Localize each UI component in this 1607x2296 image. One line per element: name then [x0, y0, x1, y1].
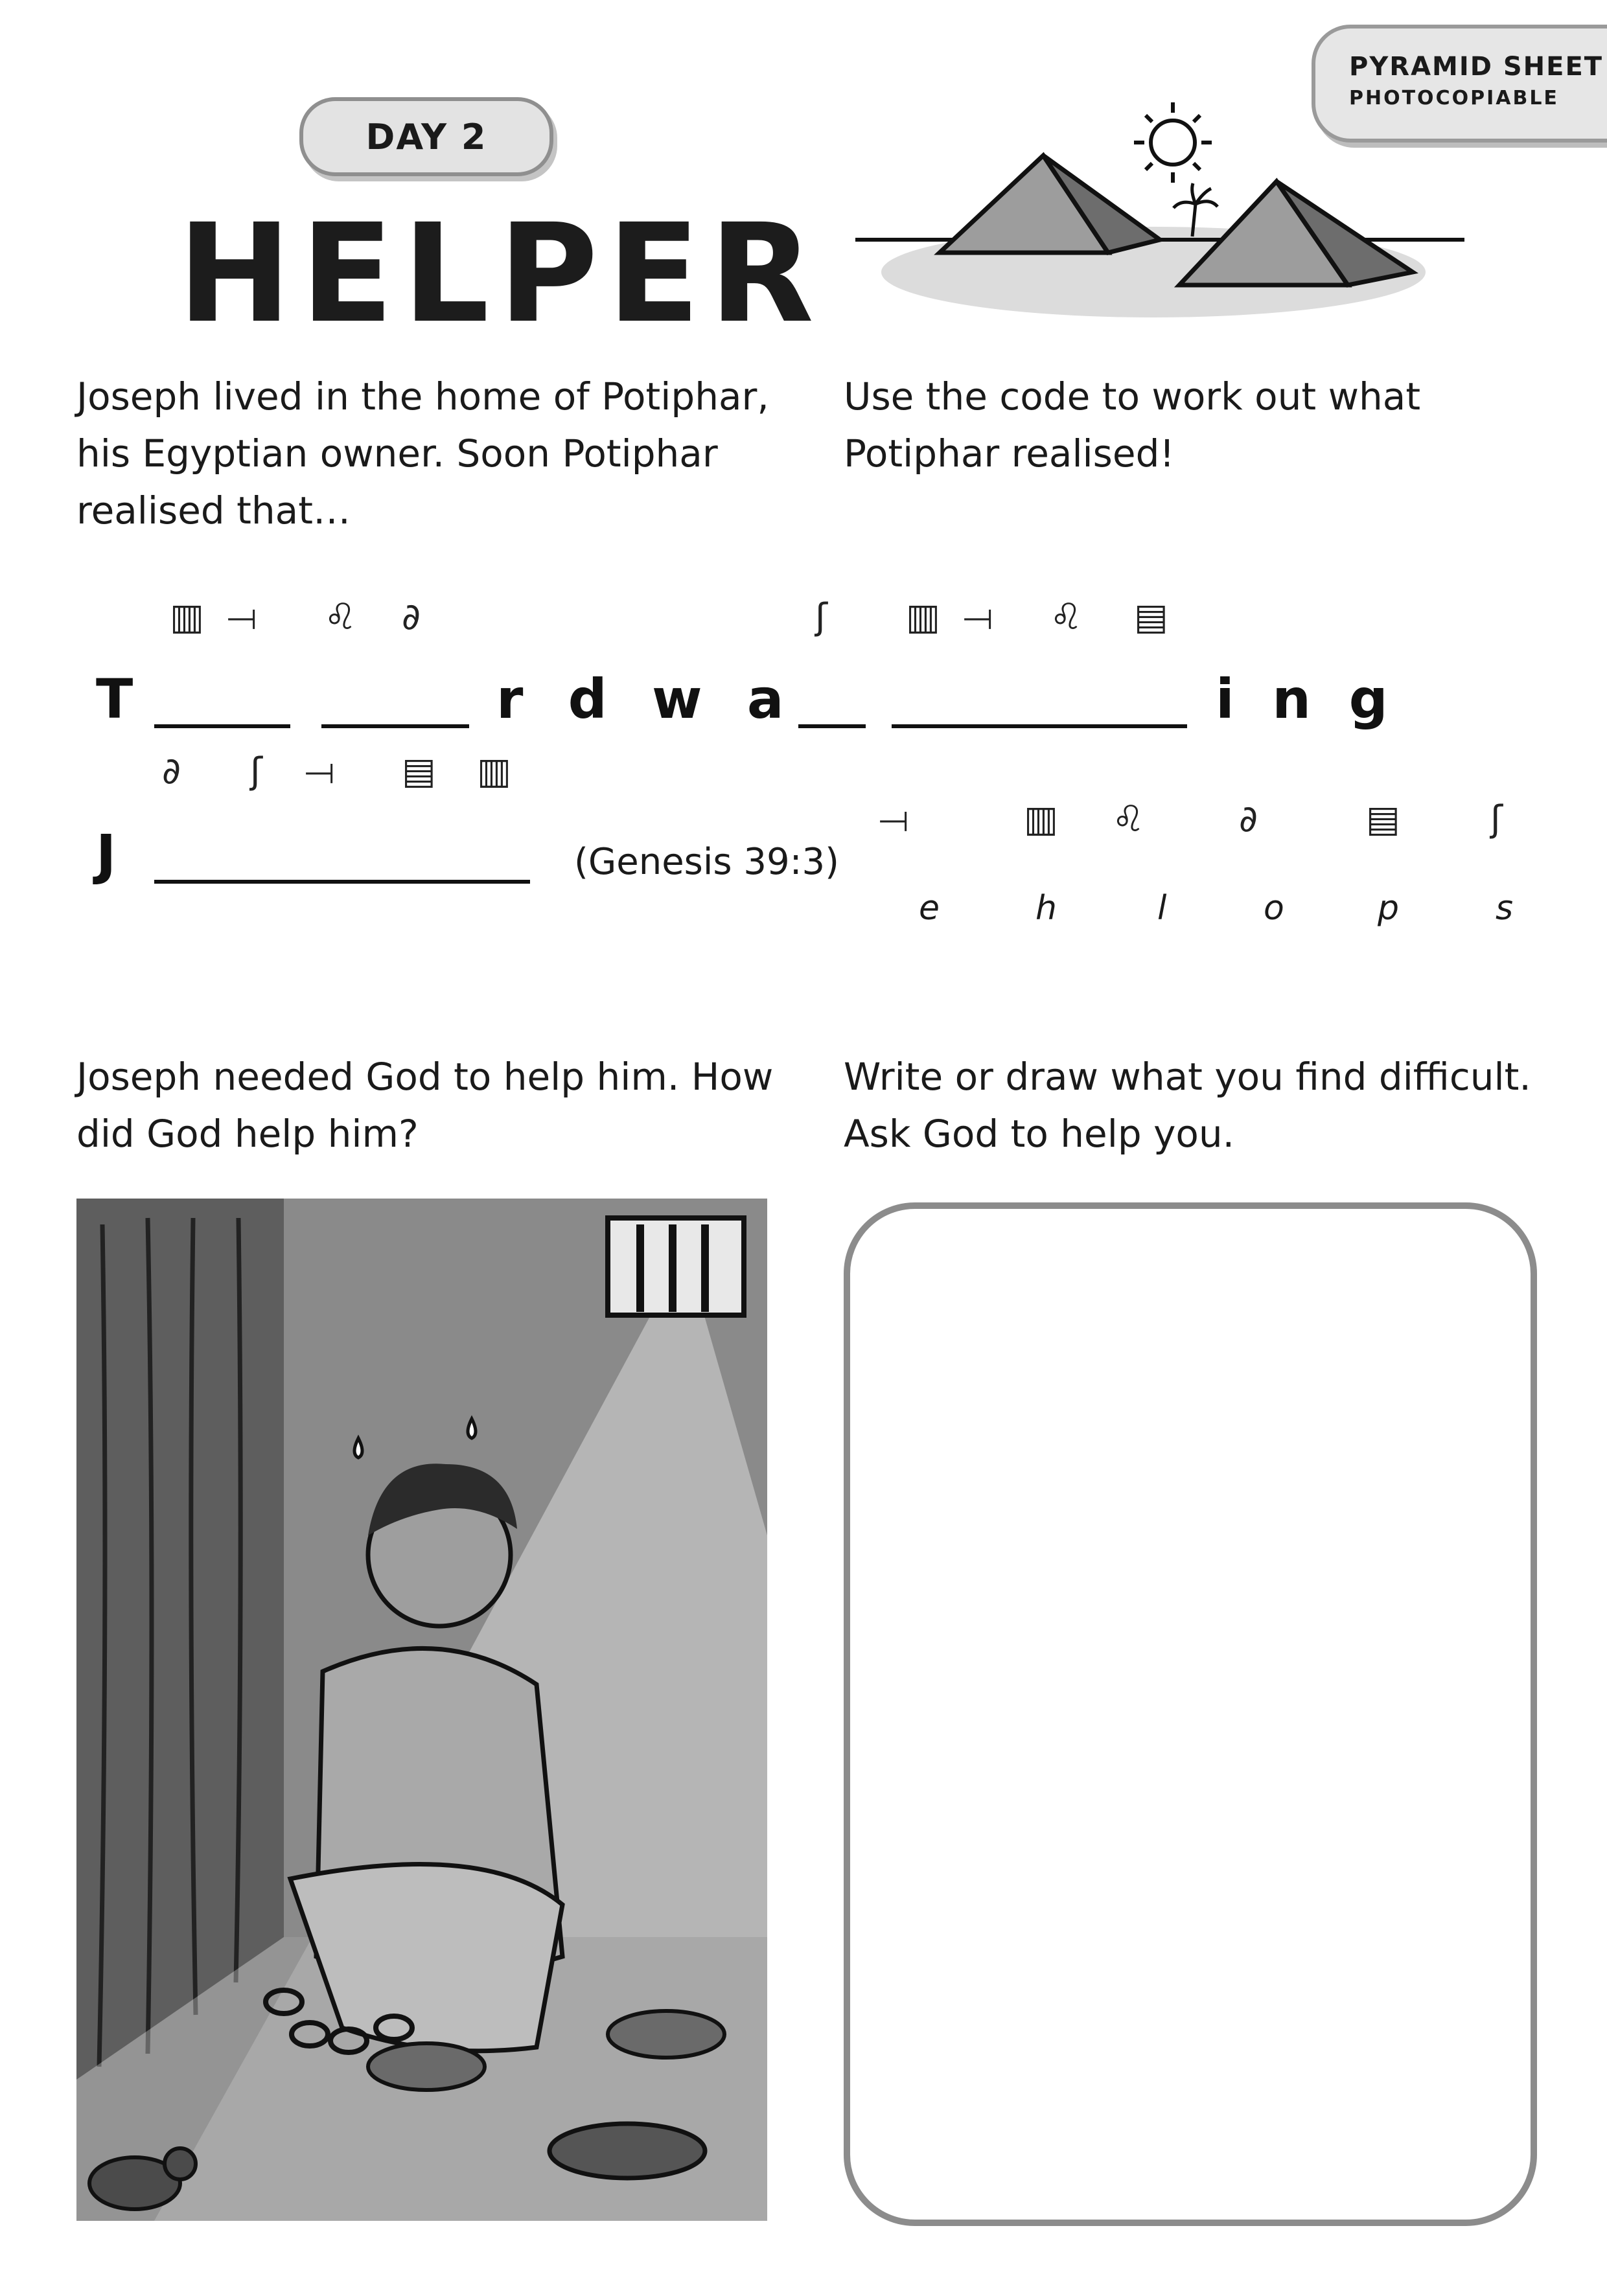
key-letter: o [1264, 889, 1284, 928]
key-glyph-o-icon: ∂ [1239, 798, 1258, 840]
answer-blank[interactable] [892, 724, 1187, 728]
glyph-o-icon: ▤ [1134, 596, 1168, 638]
lower-right-text: Write or draw what you find difficult. Ask God to help you. [844, 1055, 1531, 1156]
answer-blank[interactable] [154, 724, 290, 728]
glyph-h-icon: ▥ [170, 596, 204, 638]
joseph-prison-illustration [76, 1199, 767, 2221]
glyph-h-icon: ▥ [906, 596, 940, 638]
drawing-answer-box[interactable] [844, 1202, 1537, 2226]
bowl-icon [549, 2124, 705, 2178]
puzzle-line1-end: i n g [1216, 667, 1388, 731]
barred-window-icon [608, 1218, 744, 1315]
glyph-p-icon: ∂ [402, 596, 421, 638]
day-badge: DAY 2 [299, 97, 553, 176]
glyph-s-icon: ʃ [815, 596, 827, 638]
key-glyph-l-icon: ♌ [1112, 798, 1145, 840]
puzzle-line1-mid: r d w a [496, 667, 784, 731]
glyph-s-icon: ʃ [250, 750, 262, 792]
left-pyramid [940, 155, 1160, 253]
key-letter: l [1157, 889, 1167, 928]
photocopiable-label: PHOTOCOPIABLE [1349, 87, 1559, 109]
glyph-e-icon: ⟞ [963, 596, 993, 638]
bible-reference: (Genesis 39:3) [574, 841, 839, 883]
glyph-e-icon: ⟞ [227, 596, 257, 638]
intro-right-text: Use the code to work out what Potiphar realised! [844, 374, 1421, 476]
prison-door [76, 1199, 284, 2080]
answer-blank[interactable] [798, 724, 866, 728]
key-letter: h [1035, 889, 1057, 928]
lower-left-text: Joseph needed God to help him. How did God help him? [76, 1055, 774, 1156]
page-title: HELPER [178, 194, 824, 353]
puzzle-line2-start: J [96, 823, 117, 886]
sheet-type-label: PYRAMID SHEET [1349, 52, 1604, 82]
glyph-e-icon: ⟞ [305, 750, 335, 792]
key-letter: s [1496, 889, 1514, 928]
intro-left-text: Joseph lived in the home of Potiphar, his Egyptian owner. Soon Potiphar realised that… [76, 374, 769, 533]
answer-blank[interactable] [154, 880, 530, 884]
pyramids-illustration [849, 91, 1471, 337]
answer-blank[interactable] [321, 724, 469, 728]
glyph-h-icon: ▥ [477, 750, 511, 792]
key-letter: p [1378, 889, 1400, 928]
key-glyph-e-icon: ⟞ [879, 798, 909, 840]
glyph-o-icon: ▤ [402, 750, 436, 792]
key-glyph-p-icon: ▤ [1366, 798, 1400, 840]
glyph-p-icon: ∂ [162, 750, 181, 792]
key-glyph-s-icon: ʃ [1490, 798, 1503, 840]
key-letter: e [919, 889, 940, 928]
key-glyph-h-icon: ▥ [1024, 798, 1058, 840]
glyph-l-icon: ♌ [324, 596, 357, 638]
puzzle-line1-start: T [96, 667, 133, 731]
sun-icon [1134, 102, 1212, 183]
glyph-l-icon: ♌ [1050, 596, 1083, 638]
